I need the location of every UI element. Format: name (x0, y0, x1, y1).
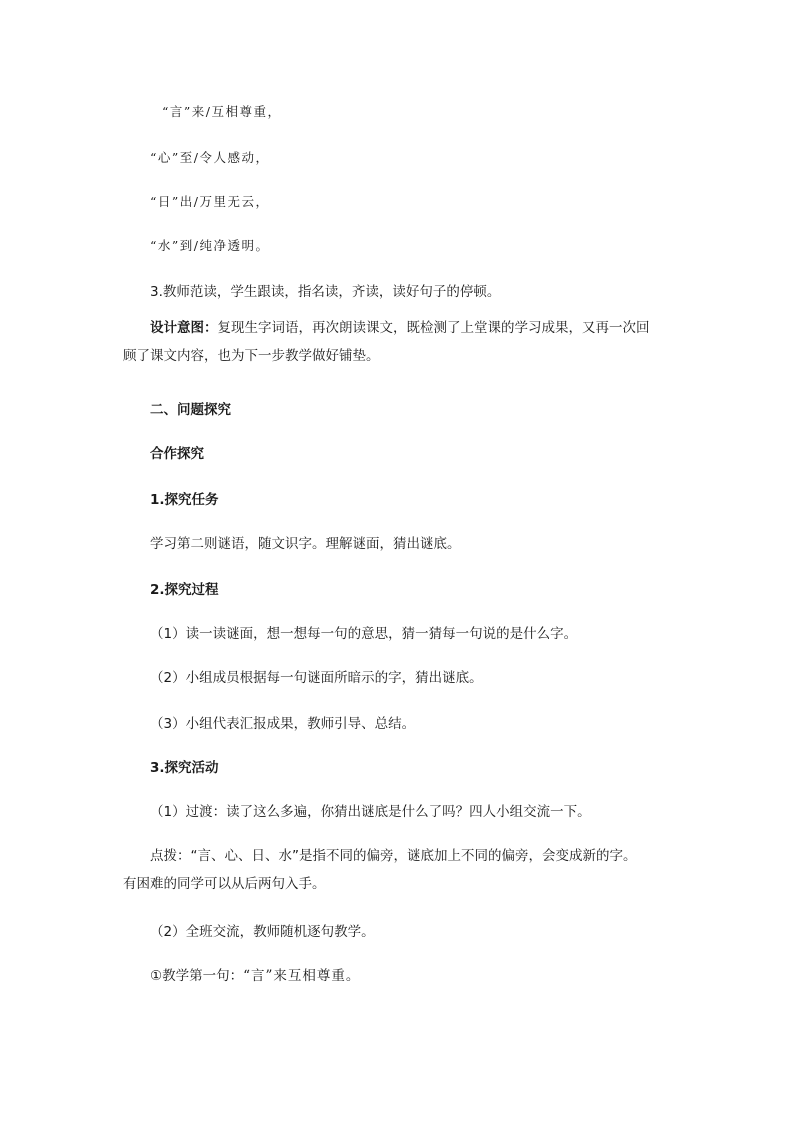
hint-line-2: 有困难的同学可以从后两句入手。 (123, 876, 326, 892)
activity-item-2: （2）全班交流，教师随机逐句教学。 (150, 924, 375, 940)
riddle-line-2: “心”至/令人感动， (150, 150, 270, 165)
sentence-1-quote: “言”来互相尊重。 (243, 968, 361, 984)
sentence-1-line (150, 966, 360, 986)
hint-paragraph (123, 842, 693, 898)
design-intent-line-1: 复现生字词语，再次朗读课文，既检测了上堂课的学习成果，又再一次回 (217, 320, 650, 336)
design-intent-label: 设计意图： (150, 320, 218, 336)
process-item-3: （3）小组代表汇报成果，教师引导、总结。 (150, 716, 416, 732)
process-item-2: （2）小组成员根据每一句谜面所暗示的字，猜出谜底。 (150, 670, 483, 686)
activity-heading: 3.探究活动 (150, 760, 219, 776)
riddle-line-1: “言”来/互相尊重， (162, 104, 282, 119)
section-title: 二、问题探究 (150, 402, 231, 418)
task-heading: 1.探究任务 (150, 492, 219, 508)
sub-title: 合作探究 (150, 446, 204, 462)
step-3-text: 3.教师范读，学生跟读，指名读，齐读，读好句子的停顿。 (150, 284, 501, 300)
activity-item-1: （1）过渡：读了这么多遍，你猜出谜底是什么了吗？四人小组交流一下。 (150, 804, 591, 820)
design-intent-line-2: 顾了课文内容，也为下一步教学做好铺垫。 (123, 348, 380, 364)
process-heading: 2.探究过程 (150, 582, 219, 598)
riddle-line-4: “水”到/纯净透明。 (150, 238, 270, 253)
design-intent-paragraph (123, 314, 683, 370)
sentence-1-prefix: ①教学第一句： (150, 968, 244, 984)
process-item-1: （1）读一读谜面，想一想每一句的意思，猜一猜每一句说的是什么字。 (150, 626, 578, 642)
riddle-line-3: “日”出/万里无云， (150, 194, 270, 209)
task-text: 学习第二则谜语，随文识字。理解谜面，猜出谜底。 (150, 536, 461, 552)
hint-line-1: 点拨：“言、心、日、水”是指不同的偏旁，谜底加上不同的偏旁，会变成新的字。 (150, 848, 637, 864)
